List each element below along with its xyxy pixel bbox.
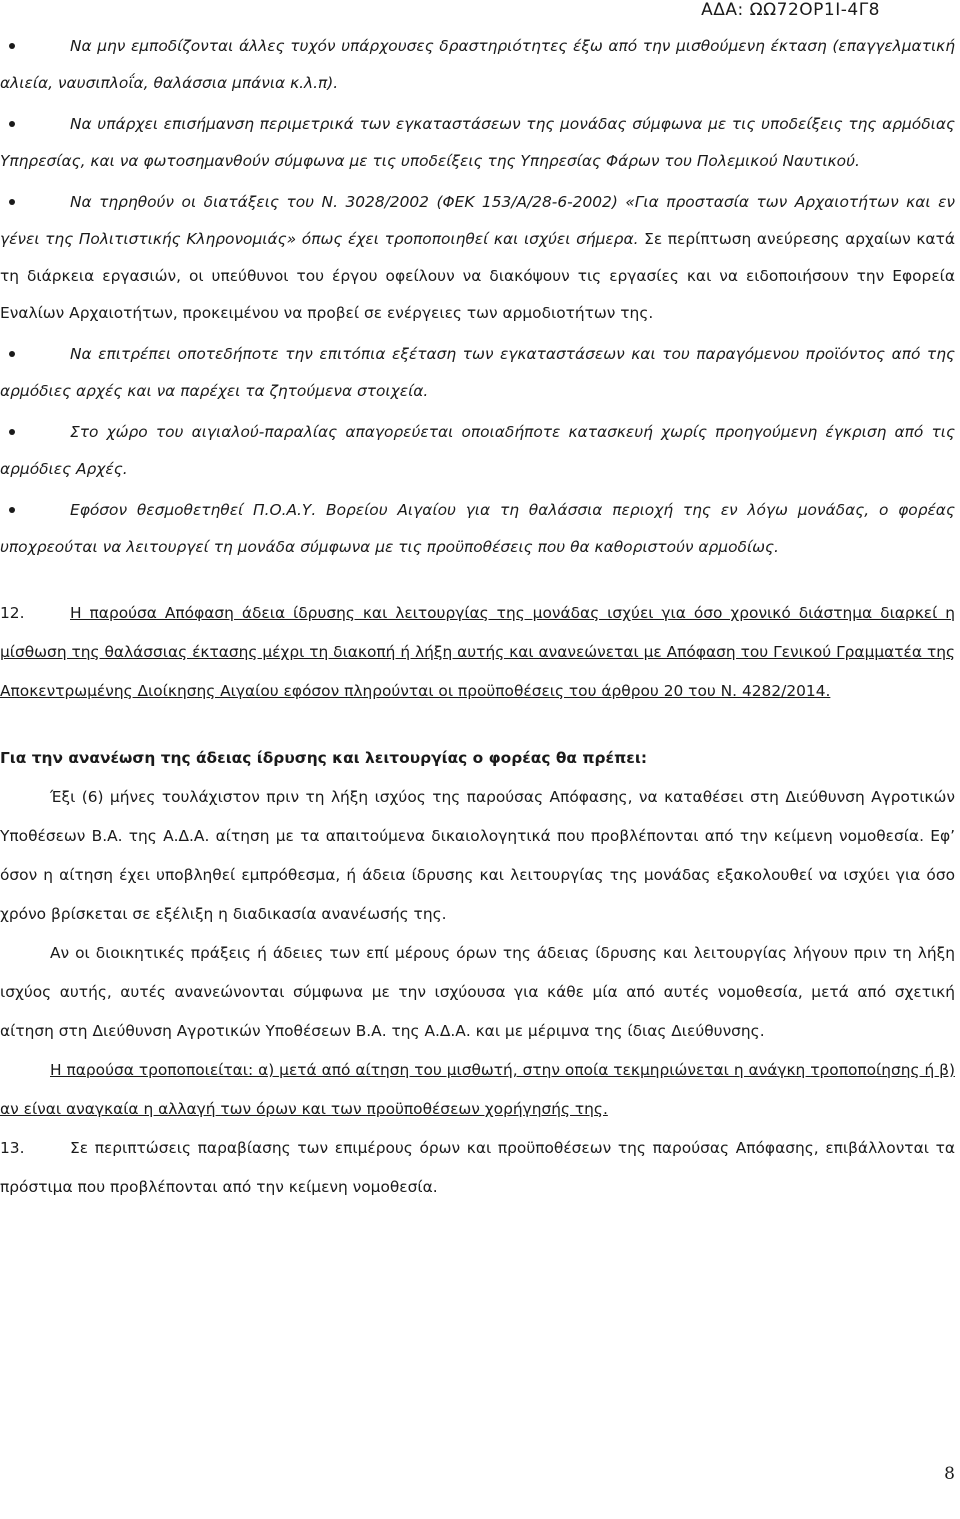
bullet-icon: [9, 199, 15, 205]
bullet-icon: [9, 507, 15, 513]
bullet-icon: [9, 429, 15, 435]
list-item: Εφόσον θεσμοθετηθεί Π.Ο.Α.Υ. Βορείου Αιγαίου για τη θαλάσσια περιοχή της εν λόγω μονάδας, ο φορέας υποχρεούται να λειτουργεί τη μονάδα σύμφωνα με τις προϋποθέσεις που θα καθοριστούν αρμοδίως.: [0, 501, 955, 556]
bullet-icon: [9, 121, 15, 127]
ada-code: ΑΔΑ: ΩΩ72ΟΡ1Ι-4Γ8: [701, 0, 880, 20]
conditions-list: [0, 28, 955, 566]
renewal-paragraph-1: Έξι (6) μήνες τουλάχιστον πριν τη λήξη ισχύος της παρούσας Απόφασης, να καταθέσει στη Διεύθυνση Αγροτικών Υποθέσεων Β.Α. της Α.Δ.Α. αίτηση με τα απαιτούμενα δικαιολογητικά που προβλέπονται από την κείμενη νομοθεσία. Εφ’ όσον η αίτηση έχει υποβληθεί εμπρόθεσμα, ή άδεια ίδρυσης και λειτουργίας της μονάδας εξακολουθεί να ισχύει για όσο χρόνο βρίσκεται σε εξέλιξη η διαδικασία ανανέωσής της.: [0, 788, 955, 923]
section-number: 13.: [0, 1139, 25, 1157]
section-12: [0, 594, 955, 711]
renewal-heading: Για την ανανέωση της άδειας ίδρυσης και λειτουργίας ο φορέας θα πρέπει:: [0, 749, 647, 767]
list-item: Να τηρηθούν οι διατάξεις του Ν. 3028/2002 (ΦΕΚ 153/Α/28-6-2002) «Για προστασία των Αρχαιοτήτων και εν γένει της Πολιτιστικής Κληρονομιάς» όπως έχει τροποποιηθεί και ισχύει σήμερα. Σε περίπτωση ανεύρεσης αρχαίων κατά τη διάρκεια εργασιών, οι υπεύθυνοι του έργου οφείλουν να διακόψουν τις εργασίες και να ειδοποιήσουν την Εφορεία Εναλίων Αρχαιοτήτων, προκειμένου να προβεί σε ενέργειες των αρμοδιοτήτων της.: [0, 193, 955, 322]
section-number: 12.: [0, 604, 25, 622]
section-12-text: Η παρούσα Απόφαση άδεια ίδρυσης και λειτουργίας της μονάδας ισχύει για όσο χρονικό διάστημα διαρκεί η μίσθωση της θαλάσσιας έκτασης μέχρι τη διακοπή ή λήξη αυτής και ανανεώνεται με Απόφαση του Γενικού Γραμματέα της Αποκεντρωμένης Διοίκησης Αιγαίου εφόσον πληρούνται οι προϋποθέσεις του άρθρου 20 του Ν. 4282/2014.: [0, 604, 955, 700]
renewal-paragraph-3: Η παρούσα τροποποιείται: α) μετά από αίτηση του μισθωτή, στην οποία τεκμηριώνεται η ανάγκη τροποποίησης ή β) αν είναι αναγκαία η αλλαγή των όρων και των προϋποθέσεων χορήγησής της.: [0, 1061, 955, 1118]
list-item: Στο χώρο του αιγιαλού-παραλίας απαγορεύεται οποιαδήποτε κατασκευή χωρίς προηγούμενη έγκριση από τις αρμόδιες Αρχές.: [0, 423, 955, 478]
bullet-icon: [9, 351, 15, 357]
list-item: Να μην εμποδίζονται άλλες τυχόν υπάρχουσες δραστηριότητες έξω από την μισθούμενη έκταση (επαγγελματική αλιεία, ναυσιπλοΐα, θαλάσσια μπάνια κ.λ.π).: [0, 37, 955, 92]
section-13: [0, 1129, 955, 1207]
document-body: [0, 28, 955, 1207]
page-number: 8: [944, 1464, 955, 1484]
bullet-icon: [9, 43, 15, 49]
list-item: Να επιτρέπει οποτεδήποτε την επιτόπια εξέταση των εγκαταστάσεων και του παραγόμενου προϊόντος από της αρμόδιες αρχές και να παρέχει τα ζητούμενα στοιχεία.: [0, 345, 955, 400]
section-13-text: Σε περιπτώσεις παραβίασης των επιμέρους όρων και προϋποθέσεων της παρούσας Απόφασης, επιβάλλονται τα πρόστιμα που προβλέπονται από την κείμενη νομοθεσία.: [0, 1139, 955, 1196]
list-item: Να υπάρχει επισήμανση περιμετρικά των εγκαταστάσεων της μονάδας σύμφωνα με τις υποδείξεις της αρμόδιας Υπηρεσίας, και να φωτοσημανθούν σύμφωνα με τις υποδείξεις της Υπηρεσίας Φάρων του Πολεμικού Ναυτικού.: [0, 115, 955, 170]
renewal-paragraph-2: Αν οι διοικητικές πράξεις ή άδειες των επί μέρους όρων της άδειας ίδρυσης και λειτουργίας λήγουν πριν τη λήξη ισχύος αυτής, αυτές ανανεώνονται σύμφωνα με την ισχύουσα για κάθε μία από αυτές νομοθεσία, μετά από σχετική αίτηση στη Διεύθυνση Αγροτικών Υποθέσεων Β.Α. της Α.Δ.Α. και με μέριμνα της ίδιας Διεύθυνσης.: [0, 944, 955, 1040]
